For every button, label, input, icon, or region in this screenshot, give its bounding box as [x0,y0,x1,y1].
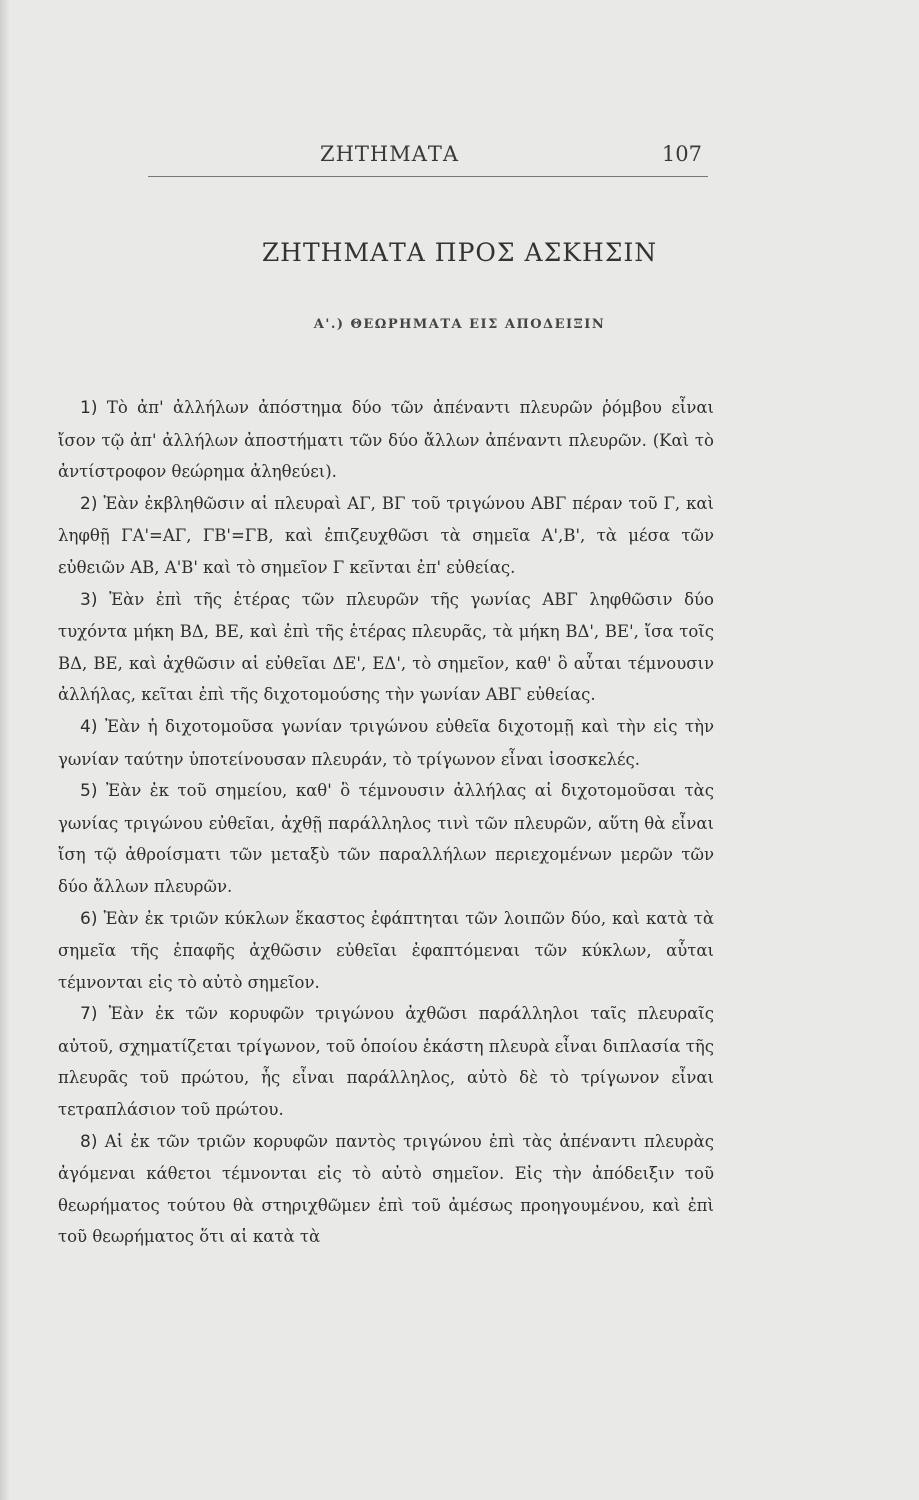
chapter-title: ΖΗΤΗΜΑΤΑ ΠΡΟΣ ΑΣΚΗΣΙΝ [261,238,658,267]
paragraph-5: 5) Ἐὰν ἐκ τοῦ σημείου, καθ' ὃ τέμνουσιν ἀλλήλας αἱ διχοτομοῦσαι τὰς γωνίας τριγώνου εὐθεῖαι, ἀχθῇ παράλληλος τινὶ τῶν πλευρῶν, αὕτη θὰ εἶναι ἴση τῷ ἀθροίσματι τῶν μεταξὺ τῶν παραλλήλων περιεχομένων μερῶν τῶν δύο ἄλλων πλευρῶν. [58,781,714,896]
paragraph-1: 1) Τὸ ἀπ' ἀλλήλων ἀπόστημα δύο τῶν ἀπέναντι πλευρῶν ῥόμβου εἶναι ἴσον τῷ ἀπ' ἀλλήλων ἀποστήματι τῶν δύο ἄλλων ἀπέναντι πλευρῶν. (Καὶ τὸ ἀντίστροφον θεώρημα ἀληθεύει). [58,398,714,482]
section-heading: Α'.) ΘΕΩΡΗΜΑΤΑ ΕΙΣ ΑΠΟΔΕΙΞΙΝ [313,317,606,332]
paragraph-2: 2) Ἐὰν ἐκβληθῶσιν αἱ πλευραὶ ΑΓ, ΒΓ τοῦ τριγώνου ΑΒΓ πέραν τοῦ Γ, καὶ ληφθῇ ΓΑ'=ΑΓ, ΓΒ'=ΓΒ, καὶ ἐπιζευχθῶσι τὰ σημεῖα Α',Β', τὰ μέσα τῶν εὐθειῶν ΑΒ, Α'Β' καὶ τὸ σημεῖον Γ κεῖνται ἐπ' εὐθείας. [58,493,714,577]
running-head [148,140,708,180]
paragraph-7: 7) Ἐὰν ἐκ τῶν κορυφῶν τριγώνου ἀχθῶσι παράλληλοι ταῖς πλευραῖς αὐτοῦ, σχηματίζεται τρίγωνον, τοῦ ὁποίου ἑκάστη πλευρὰ εἶναι διπλασία τῆς πλευρᾶς τοῦ πρώτου, ἧς εἶναι παράλληλος, αὐτὸ δὲ τὸ τρίγωνον εἶναι τετραπλάσιον τοῦ πρώτου. [58,1004,715,1120]
running-head-title: ΖΗΤΗΜΑΤΑ [320,142,460,166]
page-number: 107 [661,142,702,166]
header-rule [148,176,708,177]
paragraph-3: 3) Ἐὰν ἐπὶ τῆς ἑτέρας τῶν πλευρῶν τῆς γωνίας ΑΒΓ ληφθῶσιν δύο τυχόντα μήκη ΒΔ, ΒΕ, καὶ ἐπὶ τῆς ἑτέρας πλευρᾶς, τὰ μήκη ΒΔ', ΒΕ', ἴσα τοῖς ΒΔ, ΒΕ, καὶ ἀχθῶσιν αἱ εὐθεῖαι ΔΕ', ΕΔ', τὸ σημεῖον, καθ' ὃ αὗται τέμνουσιν ἀλλήλας, κεῖται ἐπὶ τῆς διχοτομούσης τὴν γωνίαν ΑΒΓ εὐθείας. [58,589,714,705]
paragraph-4: 4) Ἐὰν ἡ διχοτομοῦσα γωνίαν τριγώνου εὐθεῖα διχοτομῇ καὶ τὴν εἰς τὴν γωνίαν ταύτην ὑποτείνουσαν πλευράν, τὸ τρίγωνον εἶναι ἰσοσκελές. [58,716,715,769]
body-text [58,392,714,1253]
paragraph-6: 6) Ἐὰν ἐκ τριῶν κύκλων ἕκαστος ἐφάπτηται τῶν λοιπῶν δύο, καὶ κατὰ τὰ σημεῖα τῆς ἐπαφῆς ἀχθῶσιν εὐθεῖαι ἐφαπτόμεναι τῶν κύκλων, αὗται τέμνονται εἰς τὸ αὐτὸ σημεῖον. [58,908,714,992]
page-edge-shadow [0,0,10,1500]
paragraph-8: 8) Αἱ ἐκ τῶν τριῶν κορυφῶν παντὸς τριγώνου ἐπὶ τὰς ἀπέναντι πλευρὰς ἀγόμεναι κάθετοι τέμνονται εἰς τὸ αὐτὸ σημεῖον. Εἰς τὴν ἀπόδειξιν τοῦ θεωρήματος τούτου θὰ στηριχθῶμεν ἐπὶ τοῦ ἀμέσως προηγουμένου, καὶ ἐπὶ τοῦ θεωρήματος ὅτι αἱ κατὰ τὰ [58,1131,714,1247]
